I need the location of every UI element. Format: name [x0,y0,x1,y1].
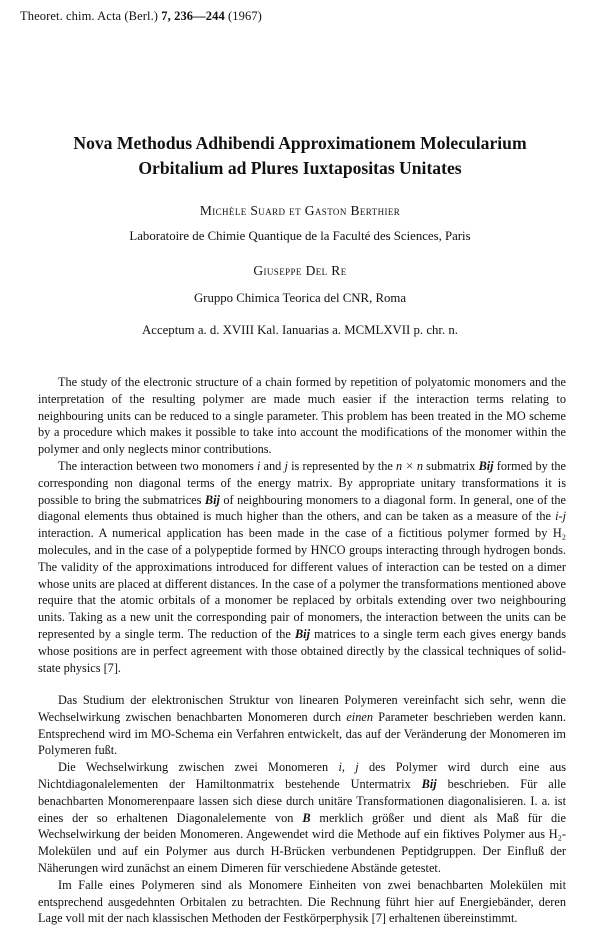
text: des Polymer wird durch eine aus Nichtdiagonalelementen der Hamiltonmatrix bestehende Untermatrix [38,760,566,791]
text: The interaction between two monomers [58,458,257,473]
math-i-j: i-j [555,509,566,524]
abstract-de-paragraph-2 [38,759,566,877]
text: interaction. A numerical application has been made in the case of a fictitious polymer formed by H₂ molecules, and in the case of a polypeptide formed by HNCO groups interacting through hydrogen bonds. The validity of the approximations introduced for different values of interaction can be tested on a dimer whose units are placed at different distances. In the case of a polymer the transformations mentioned above require that the atomic orbitals of a monomer be replaced by orbitals extending over two neighbouring units. Taking as a new unit the corresponding pair of monomers, the interaction between the units can be represented by a single term. The reduction of the [38,526,566,641]
math-nxn: n × n [396,458,423,473]
authors-paris: Michèle Suard et Gaston Berthier [199,203,401,218]
text: formed by the corresponding non diagonal terms of the energy matrix. By appropriate unitary transformations it is possible to bring the submatrices [38,458,566,507]
abstract-german [38,692,566,927]
math-j: j [284,458,288,473]
volume-pages: 7, 236—244 [161,9,225,23]
text: Parameter beschrieben werden kann. Entsprechend wird im MO-Schema ein Verfahren entwickelt, das auf der Veränderung der Monomeren im Polymeren fußt. [38,709,566,758]
math-b: B [302,810,311,825]
abstract-de-paragraph-1 [38,692,566,759]
journal-reference [20,9,262,24]
abstract-english [38,374,566,676]
abstract-en-paragraph-1: The study of the electronic structure of a chain formed by repetition of polyatomic monomers and the interpretation of the resulting polymer are made much easier if the interaction terms relating to neighbouring units can be reduced to a single parameter. This problem has been treated in the MO scheme by a procedure which makes it possible to take into account the modifications of the monomer within the polymer and only neglects minor contributions. [38,375,566,457]
text: merklich größer und dient als Maß für die Wechselwirkung der beiden Monomeren. Angewendet wird die Methode auf ein fiktives Polymer aus H₂-Molekülen und auf ein Polymer aus durch H-Brücken verbundenen Peptidgruppen. Der Einfluß der Näherungen wird zunächst an einem Dimeren für verschiedene Abstände getestet. [38,810,566,875]
abstract-de-paragraph-3: Im Falle eines Polymeren sind als Monomere Einheiten von zwei benachbarten Molekülen mit entsprechend ausgedehnten Orbitalen zu betrachten. Die Rechnung führt hier auf Energiebänder, deren Lage voll mit der nach klassischen Methoden der Festkörperphysik [7] erhaltenen übereinstimmt. [38,877,566,926]
text: submatrix [423,458,479,473]
abstract-en-paragraph-2 [38,458,566,676]
math-bij: Bij [478,458,494,473]
paper-title [40,131,560,181]
math-bij: Bij [294,626,311,641]
text: matrices to a single term each gives energy bands whose positions are in perfect agreement with those obtained directly by the classical techniques of solid-state physics [7]. [38,626,566,675]
title-line-1: Nova Methodus Adhibendi Approximationem Molecularium [73,133,527,153]
authors-roma: Giuseppe Del Re [253,263,347,278]
text: Das Studium der elektronischen Struktur von linearen Polymeren vereinfacht sich sehr, wenn die Wechselwirkung zwischen benachbarten Monomeren durch [38,693,566,724]
math-bij: Bij [204,492,220,507]
journal-name: Theoret. chim. Acta (Berl.) [20,9,162,23]
accepted-date: Acceptum a. d. XVIII Kal. Ianuarias a. MCMLXVII p. chr. n. [142,323,458,337]
text: is represented by the [287,458,397,473]
text: of neighbouring monomers to a diagonal form. In general, one of the diagonal elements thus obtained is much higher than the others, and can be taken as a measure of the [38,492,566,524]
text: Die Wechselwirkung zwischen zwei Monomeren [58,760,339,775]
text: beschrieben. Für alle benachbarten Monomerenpaare lassen sich diese durch unitäre Transformationen diagonalisieren. I. a. ist eines der so erhaltenen Diagonalelemente von [38,776,566,825]
emphasis-einen: einen [346,709,373,724]
text: and [260,458,285,473]
math-bij: Bij [421,776,437,791]
affiliation-roma: Gruppo Chimica Teorica del CNR, Roma [193,291,407,305]
math-i-j: i, j [338,760,359,775]
title-line-2: Orbitalium ad Plures Iuxtapositas Unitates [138,158,462,178]
math-i: i [256,458,261,473]
affiliation-paris: Laboratoire de Chimie Quantique de la Faculté des Sciences, Paris [129,229,471,243]
journal-year: (1967) [224,9,262,23]
